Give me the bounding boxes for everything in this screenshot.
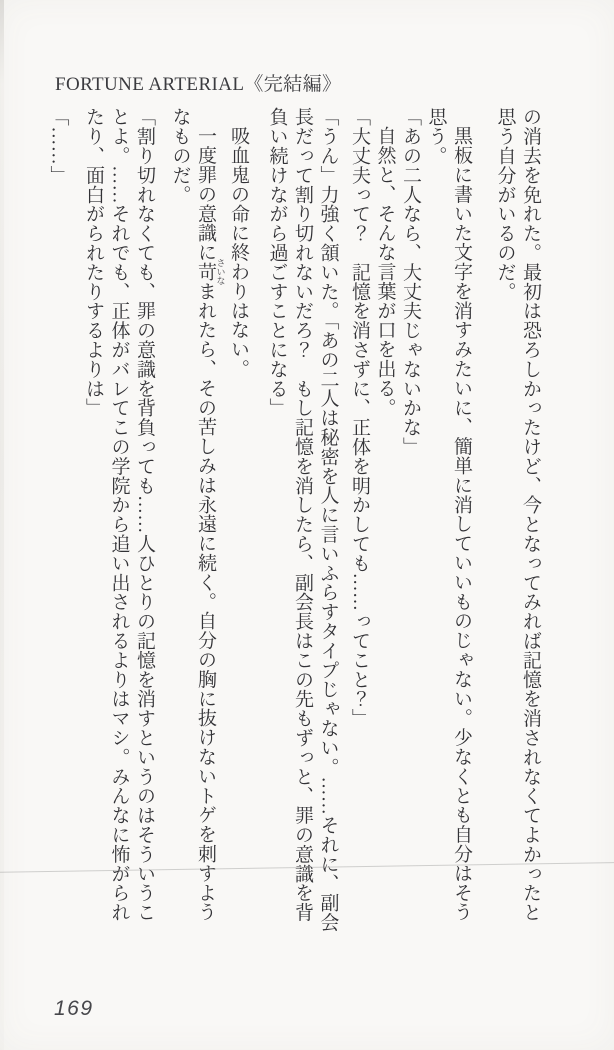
text-line: なものだ。 xyxy=(169,107,191,204)
text-line: 思う。 xyxy=(425,107,447,166)
page-edge-shading xyxy=(0,0,4,1050)
page-number: 169 xyxy=(54,997,94,1020)
text-line: たり、面白がられたりするよりは」 xyxy=(83,107,104,418)
text-line: とよ。……それでも、正体がバレてこの学院から追い出されるよりはマシ。みんなに怖がられ xyxy=(108,107,130,922)
text-line: 吸血鬼の命に終わりはない。 xyxy=(228,126,249,379)
text-line: 黒板に書いた文字を消すみたいに、簡単に消していいものじゃない。少なくとも自分はそう xyxy=(451,126,472,922)
text-line: 「うん」力強く頷いた。「あの二人は秘密を人に言いふらすタイプじゃない。……それに、副会 xyxy=(317,107,339,932)
text-line: 「あの二人なら、大丈夫じゃないかな」 xyxy=(400,107,421,457)
text-line: 負い続けながら過ごすことになる」 xyxy=(266,107,288,418)
text-line: 「割り切れなくても、罪の意識を背負っても……人ひとりの記憶を消すというのはそういうこ xyxy=(134,107,155,922)
text-line: 一度罪の意識に苛 さいなまれたら、その苦しみは永遠に続く。自分の胸に抜けないトゲを刺すよう xyxy=(195,126,226,922)
text-line: 「……」 xyxy=(47,107,69,185)
text-line: 「大丈夫って？ 記憶を消さずに、正体を明かしても……ってこと？」 xyxy=(349,107,370,728)
novel-text-block xyxy=(45,107,543,952)
text-line: 長だって割り切れないだろ？ もし記憶を消したら、副会長はこの先もずっと、罪の意識を背 xyxy=(292,107,313,922)
text-line: 思う自分がいるのだ。 xyxy=(494,107,516,301)
text-line: 自然と、そんな言葉が口を出る。 xyxy=(374,126,396,417)
text-line: の消去を免れた。最初は恐ろしかったけど、今となってみれば記憶を消されなくてよかったと xyxy=(520,107,541,922)
running-header: FORTUNE ARTERIAL《完結編》 xyxy=(55,74,342,95)
